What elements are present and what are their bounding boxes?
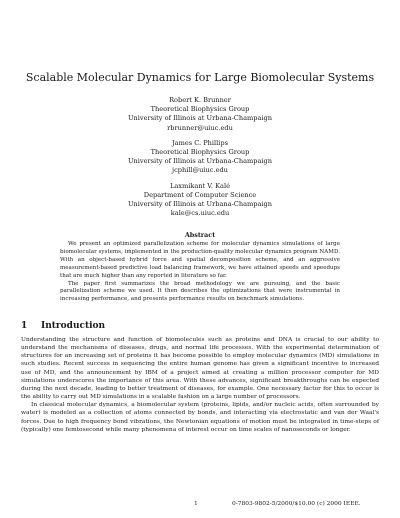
copyright-notice: 0-7803-9802-5/2000/$10.00 (c) 2000 IEEE. (232, 501, 361, 507)
author-affiliation: University of Illinois at Urbana-Champaign (127, 114, 273, 123)
body-paragraph: Understanding the structure and function of biomolecules such as proteins and DNA is crucial to our ability to understand the mechanisms of diseases, drugs, and normal life processes. With the experimental determination of structures for an increasing set of proteins it has become possible to employ molecular dynamics (MD) simulations in such studies. Recent success in sequencing the entire human genome has given a significant incentive to increased use of MD, and the announcement by IBM of a project aimed at creating a million processor computer for MD simulations underscores the importance of this area. With these advances, significant breakthroughs can be expected during the next decade, leading to better treatment of diseases, for example. One necessary factor for this to occur is the ability to carry out MD simulations in a scalable fashion on a large number of processors. (21, 337, 379, 401)
author-name: Laxmikant V. Kalé (170, 181, 230, 190)
abstract-paragraph: We present an optimized parallelization scheme for molecular dynamics simulations of large biomolecular systems, implemented in the production-quality molecular dynamics program NAMD. With an object-based hybrid force and spatial decomposition scheme, and an aggressive measurement-based predictive load balancing framework, we have attained speeds and speedups that are much higher than any reported in literature so far. (60, 241, 340, 279)
body-paragraph: In classical molecular dynamics, a biomolecular system (proteins, lipids, and/or nucleic acids, often surrounded by water) is modeled as a collection of atoms connected by bonds, and interacting via electrostatic and van der Waal's forces. Due to high frequency bond vibrations, the Newtonian equations of motion must be integrated in time-steps of (typically) one femtosecond while many phenomena of interest occur on time scales of nanoseconds or longer. (21, 402, 379, 433)
author-affiliation: University of Illinois at Urbana-Champaign (127, 157, 273, 166)
author-block (0, 96, 400, 224)
abstract-paragraph: The paper first summarizes the broad methodology we are pursuing, and the basic parallelization scheme we used. It then describes the optimizations that were instrumental in increasing performance, and presents performance results on benchmark simulations. (60, 280, 340, 303)
abstract-heading: Abstract (184, 231, 216, 239)
section-body (21, 336, 379, 434)
author-entry (0, 139, 400, 176)
author-entry (0, 96, 400, 133)
paper-title: Scalable Molecular Dynamics for Large Biomolecular Systems (25, 71, 375, 84)
section-heading (21, 320, 105, 332)
page-number: 1 (194, 501, 198, 507)
author-name: Robert K. Brunner (169, 96, 231, 104)
author-email: kale@cs.uiuc.edu (170, 209, 230, 218)
author-group: Department of Computer Science (143, 190, 257, 199)
author-entry (0, 182, 400, 219)
author-name: James C. Phillips (172, 138, 228, 147)
author-group: Theoretical Biophysics Group (150, 105, 250, 114)
author-affiliation: University of Illinois at Urbana-Champaign (127, 200, 273, 209)
author-group: Theoretical Biophysics Group (150, 148, 250, 157)
section-number: 1 (21, 321, 28, 331)
author-email: jcphill@uiuc.edu (172, 166, 228, 175)
section-title: Introduction (41, 321, 106, 331)
author-email: rbrunner@uiuc.edu (167, 123, 233, 132)
abstract-body (60, 241, 340, 304)
